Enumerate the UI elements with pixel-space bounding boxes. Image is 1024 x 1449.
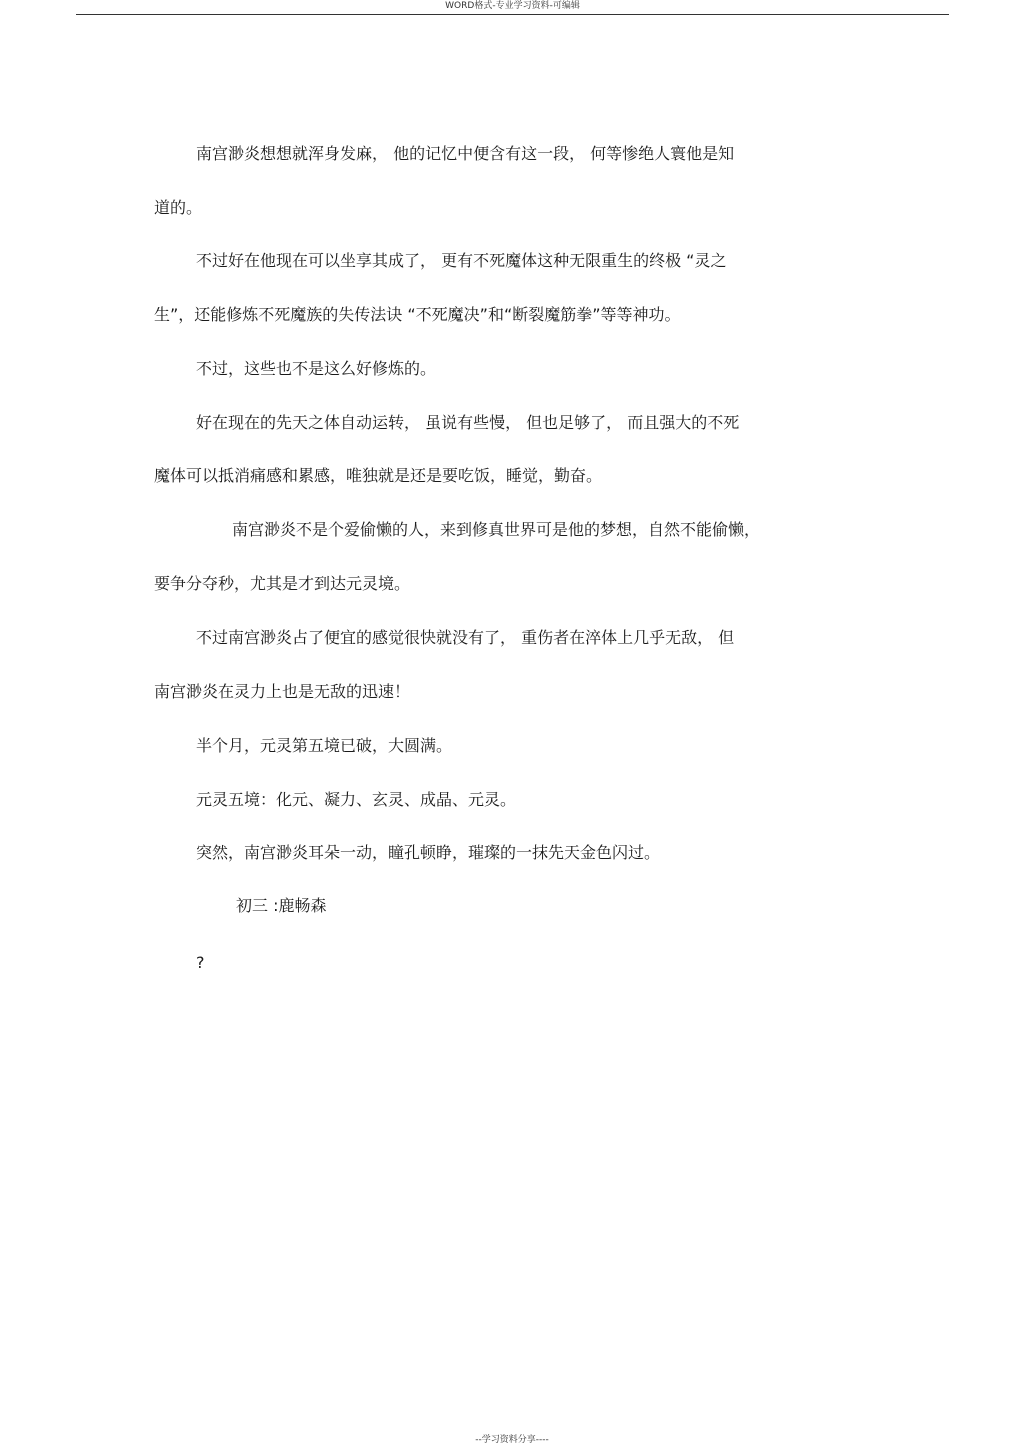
body-line: ? xyxy=(196,953,205,972)
body-line: 突然，南宫渺炎耳朵一动，瞳孔顿睁，璀璨的一抹先天金色闪过。 xyxy=(196,843,661,862)
body-line: 不过，这些也不是这么好修炼的。 xyxy=(196,359,437,378)
body-line: 不过南宫渺炎占了便宜的感觉很快就没有了， 重伤者在淬体上几乎无敌， 但 xyxy=(196,628,735,647)
body-line: 生”，还能修炼不死魔族的失传法诀 “不死魔决”和“断裂魔筋拳”等等神功。 xyxy=(154,305,681,324)
body-line: 不过好在他现在可以坐享其成了， 更有不死魔体这种无限重生的终极 “灵之 xyxy=(196,251,727,270)
body-line: 初三 :鹿畅森 xyxy=(236,896,327,915)
page-footer: --学习资料分享---- xyxy=(475,1435,549,1445)
body-line: 南宫渺炎想想就浑身发麻， 他的记忆中便含有这一段， 何等惨绝人寰他是知 xyxy=(196,144,735,163)
body-line: 半个月，元灵第五境已破，大圆满。 xyxy=(196,736,453,755)
body-line: 道的。 xyxy=(154,198,203,217)
body-line: 南宫渺炎不是个爱偷懒的人，来到修真世界可是他的梦想，自然不能偷懒， xyxy=(232,520,761,539)
body-line: 要争分夺秒，尤其是才到达元灵境。 xyxy=(154,574,411,593)
body-line: 元灵五境：化元、凝力、玄灵、成晶、元灵。 xyxy=(196,790,517,809)
body-line: 南宫渺炎在灵力上也是无敌的迅速！ xyxy=(154,682,411,701)
page-header: WORD格式-专业学习资料-可编辑 xyxy=(76,0,949,15)
body-line: 好在现在的先天之体自动运转， 虽说有些慢， 但也足够了， 而且强大的不死 xyxy=(196,413,740,432)
body-line: 魔体可以抵消痛感和累感，唯独就是还是要吃饭，睡觉，勤奋。 xyxy=(154,466,603,485)
